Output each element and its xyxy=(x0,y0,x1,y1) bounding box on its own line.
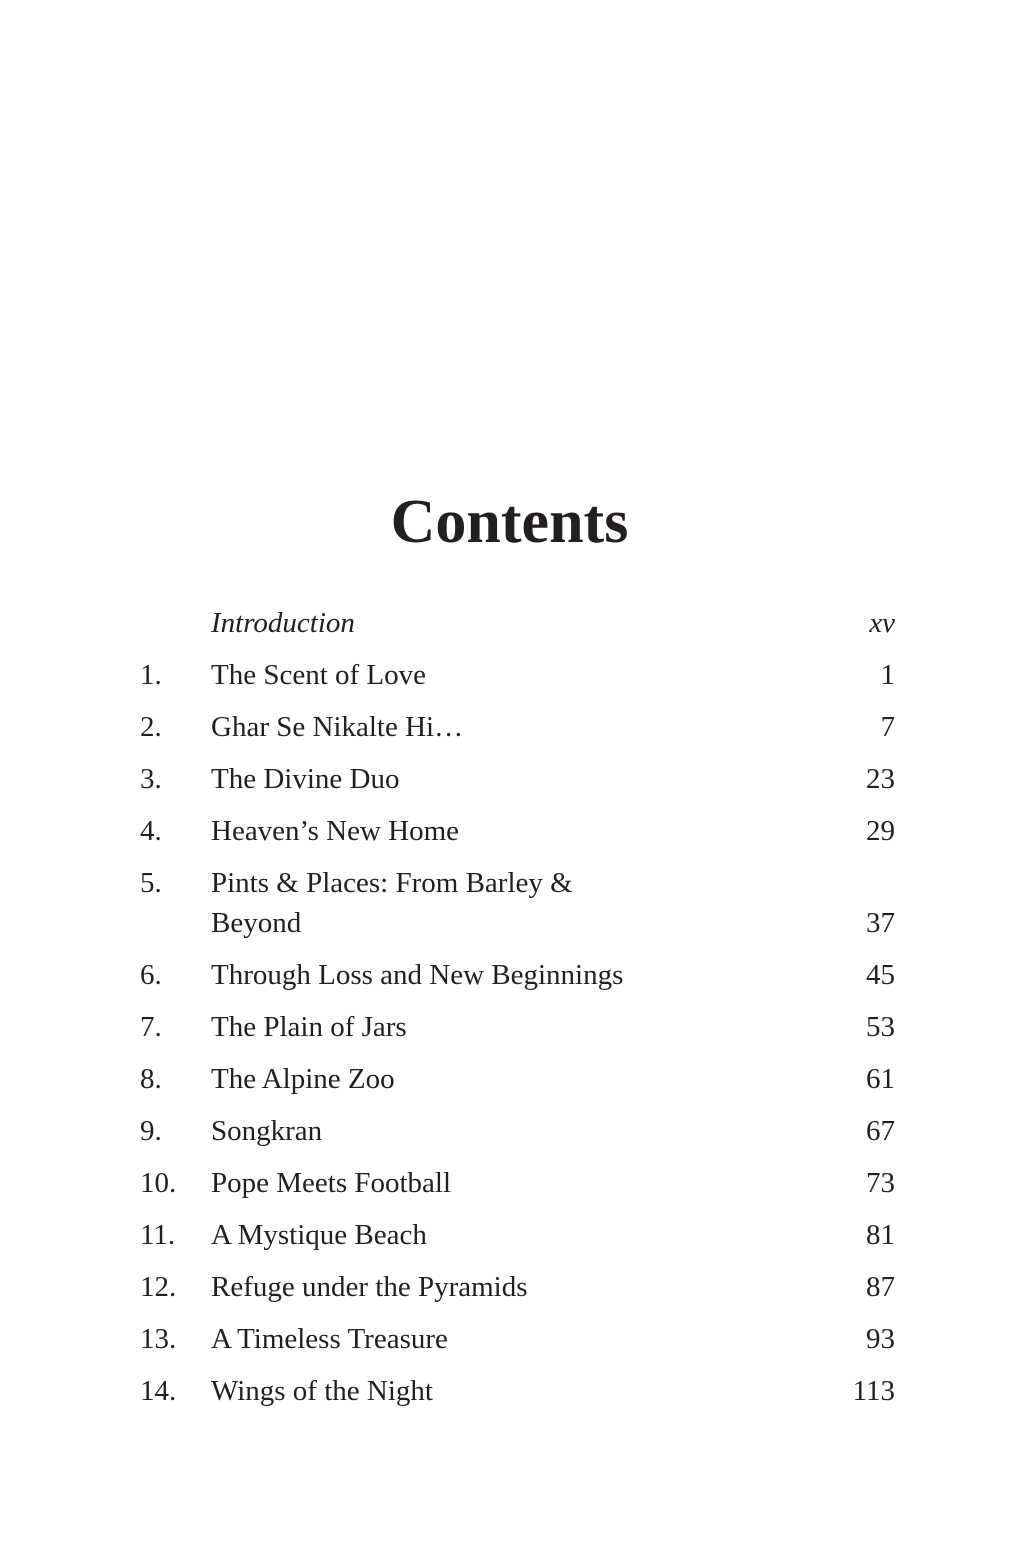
entry-page: 61 xyxy=(866,1063,895,1095)
entry-title: Pints & Places: From Barley & Beyond xyxy=(211,867,573,939)
entry-title: Introduction xyxy=(211,607,355,639)
entry-number: 14. xyxy=(140,1375,177,1407)
entry-title: A Timeless Treasure xyxy=(211,1323,448,1355)
entry-page: 7 xyxy=(880,711,895,743)
entry-page: 29 xyxy=(866,815,895,847)
toc-entry-8[interactable] xyxy=(140,1056,895,1108)
entry-number: 9. xyxy=(140,1115,162,1147)
entry-page: 113 xyxy=(852,1375,895,1407)
entry-number: 8. xyxy=(140,1063,162,1095)
entry-title: Heaven’s New Home xyxy=(211,815,460,847)
entry-title: Ghar Se Nikalte Hi… xyxy=(211,711,464,743)
entry-page: 23 xyxy=(866,763,895,795)
toc-entry-10[interactable] xyxy=(140,1160,895,1212)
entry-page: 73 xyxy=(866,1167,895,1199)
toc-entry-13[interactable] xyxy=(140,1316,895,1368)
entry-number: 7. xyxy=(140,1011,162,1043)
toc-entry-6[interactable] xyxy=(140,952,895,1004)
entry-number: 11. xyxy=(140,1219,176,1251)
toc-entry-14[interactable] xyxy=(140,1368,895,1420)
toc-entry-3[interactable] xyxy=(140,756,895,808)
toc-entry-12[interactable] xyxy=(140,1264,895,1316)
entry-page: 67 xyxy=(866,1115,895,1147)
entry-title: Through Loss and New Beginnings xyxy=(211,959,624,991)
entry-title: Refuge under the Pyramids xyxy=(211,1271,528,1303)
toc-entry-5[interactable] xyxy=(140,860,895,952)
entry-title: The Plain of Jars xyxy=(211,1011,407,1043)
entry-number: 3. xyxy=(140,763,162,795)
entry-title: A Mystique Beach xyxy=(211,1219,427,1251)
entry-number: 2. xyxy=(140,711,162,743)
entry-number: 13. xyxy=(140,1323,177,1355)
page-title: Contents xyxy=(390,488,629,556)
entry-title: Songkran xyxy=(211,1115,323,1147)
toc-entry-7[interactable] xyxy=(140,1004,895,1056)
entry-title: Wings of the Night xyxy=(211,1375,433,1407)
entry-number: 1. xyxy=(140,659,162,691)
toc-entry-2[interactable] xyxy=(140,704,895,756)
entry-number: 5. xyxy=(140,867,162,899)
entry-page: 1 xyxy=(880,659,895,691)
toc-entry-introduction[interactable] xyxy=(140,600,895,652)
entry-page: 87 xyxy=(866,1271,895,1303)
entry-title: The Divine Duo xyxy=(211,763,400,795)
entry-number: 6. xyxy=(140,959,162,991)
entry-page: 45 xyxy=(866,959,895,991)
entry-page: 53 xyxy=(866,1011,895,1043)
toc-entry-9[interactable] xyxy=(140,1108,895,1160)
entry-number: 4. xyxy=(140,815,162,847)
entry-number: 12. xyxy=(140,1271,177,1303)
toc-entry-11[interactable] xyxy=(140,1212,895,1264)
entry-page: xv xyxy=(869,607,895,639)
entry-page: 81 xyxy=(866,1219,895,1251)
entry-page: 93 xyxy=(866,1323,895,1355)
table-of-contents xyxy=(140,600,895,1420)
toc-entry-4[interactable] xyxy=(140,808,895,860)
entry-number: 10. xyxy=(140,1167,177,1199)
toc-entry-1[interactable] xyxy=(140,652,895,704)
entry-title: Pope Meets Football xyxy=(211,1167,452,1199)
entry-page: 37 xyxy=(866,907,895,939)
entry-title: The Alpine Zoo xyxy=(211,1063,395,1095)
entry-title: The Scent of Love xyxy=(211,659,427,691)
